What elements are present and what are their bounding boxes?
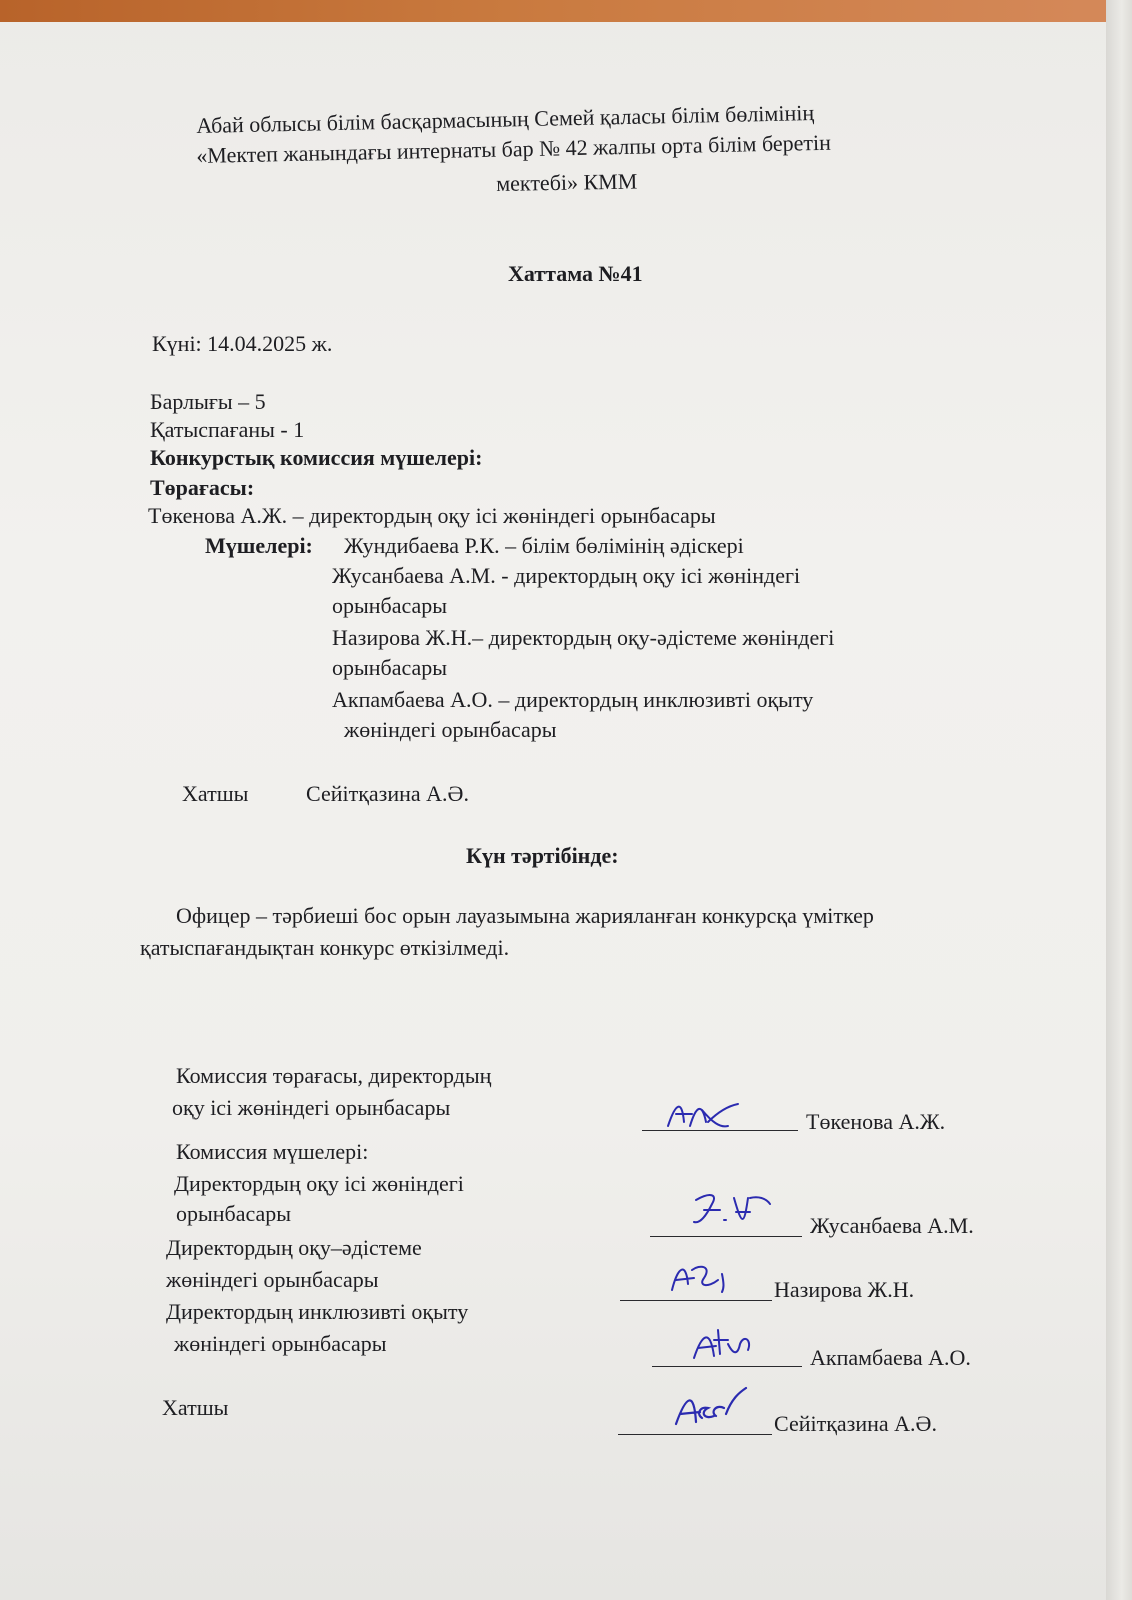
sign-m1-role-2: орынбасары [176,1201,292,1226]
sign-m2-name: Назирова Ж.Н. [774,1277,915,1302]
sign-m2-role-1: Директордың оқу–әдістеме [166,1235,422,1260]
sign-m3-role-2: жөніндегі орынбасары [174,1331,387,1356]
member-line: Назирова Ж.Н.– директордың оқу-әдістеме жөніндегі [332,625,835,650]
sign-members-heading: Комиссия мүшелері: [176,1139,369,1164]
commission-heading: Конкурстық комиссия мүшелері: [150,445,483,470]
sign-secretary-role: Хатшы [162,1395,229,1420]
member-line: Жусанбаева А.М. - директордың оқу ісі жөніндегі [332,563,801,588]
document-title: Хаттама №41 [508,261,643,286]
sign-secretary-name: Сейітқазина А.Ә. [774,1411,937,1436]
total-count: Барлығы – 5 [150,389,266,414]
sign-m3-role-1: Директордың инклюзивті оқыту [166,1299,469,1324]
signature-chair-icon [662,1092,752,1138]
signature-line [618,1434,772,1435]
signature-m1-icon [686,1186,772,1236]
sign-chair-name: Төкенова А.Ж. [806,1109,946,1134]
member-line: орынбасары [332,655,448,680]
members-label: Мүшелері: [205,533,313,558]
member-line: Акпамбаева А.О. – директордың инклюзивті оқыту [332,687,814,712]
sign-m1-name: Жусанбаева А.М. [810,1213,974,1238]
chair-heading: Төрағасы: [150,475,255,500]
member-line: жөніндегі орынбасары [344,717,557,742]
signature-m3-icon [688,1320,758,1366]
sign-chair-role-2: оқу ісі жөніндегі орынбасары [172,1095,451,1120]
document-date: Күні: 14.04.2025 ж. [152,331,333,356]
sign-m2-role-2: жөніндегі орынбасары [166,1267,379,1292]
signature-line [620,1300,772,1301]
member-line: Жундибаева Р.К. – білім бөлімінің әдіскері [344,533,744,558]
header-line-2: «Мектеп жанындағы интернаты бар № 42 жалпы орта білім беретін [196,129,832,168]
signature-line [650,1236,802,1237]
underlying-sheet-edge [1106,0,1132,1600]
table-surface-edge [0,0,1132,22]
absent-count: Қатыспағаны - 1 [150,417,305,442]
signature-secretary-icon [670,1384,752,1434]
member-line: орынбасары [332,593,448,618]
signature-m2-icon [664,1256,734,1300]
signature-line [652,1366,802,1367]
sign-m1-role-1: Директордың оқу ісі жөніндегі [174,1171,464,1196]
agenda-heading: Күн тәртібінде: [466,843,619,868]
header-line-1: Абай облысы білім басқармасының Семей қаласы білім бөлімінің [196,100,815,138]
agenda-text-line-2: қатыспағандықтан конкурс өткізілмеді. [140,935,510,960]
agenda-text-line-1: Офицер – тәрбиеші бос орын лауазымына жарияланған конкурсқа үміткер [176,903,874,928]
chair-line: Төкенова А.Ж. – директордың оқу ісі жөніндегі орынбасары [148,503,716,528]
header-line-3: мектебі» КММ [496,168,638,196]
sign-chair-role-1: Комиссия төрағасы, директордың [176,1063,492,1088]
secretary-name: Сейітқазина А.Ә. [306,781,469,806]
sign-m3-name: Акпамбаева А.О. [810,1345,971,1370]
secretary-label: Хатшы [182,781,249,806]
